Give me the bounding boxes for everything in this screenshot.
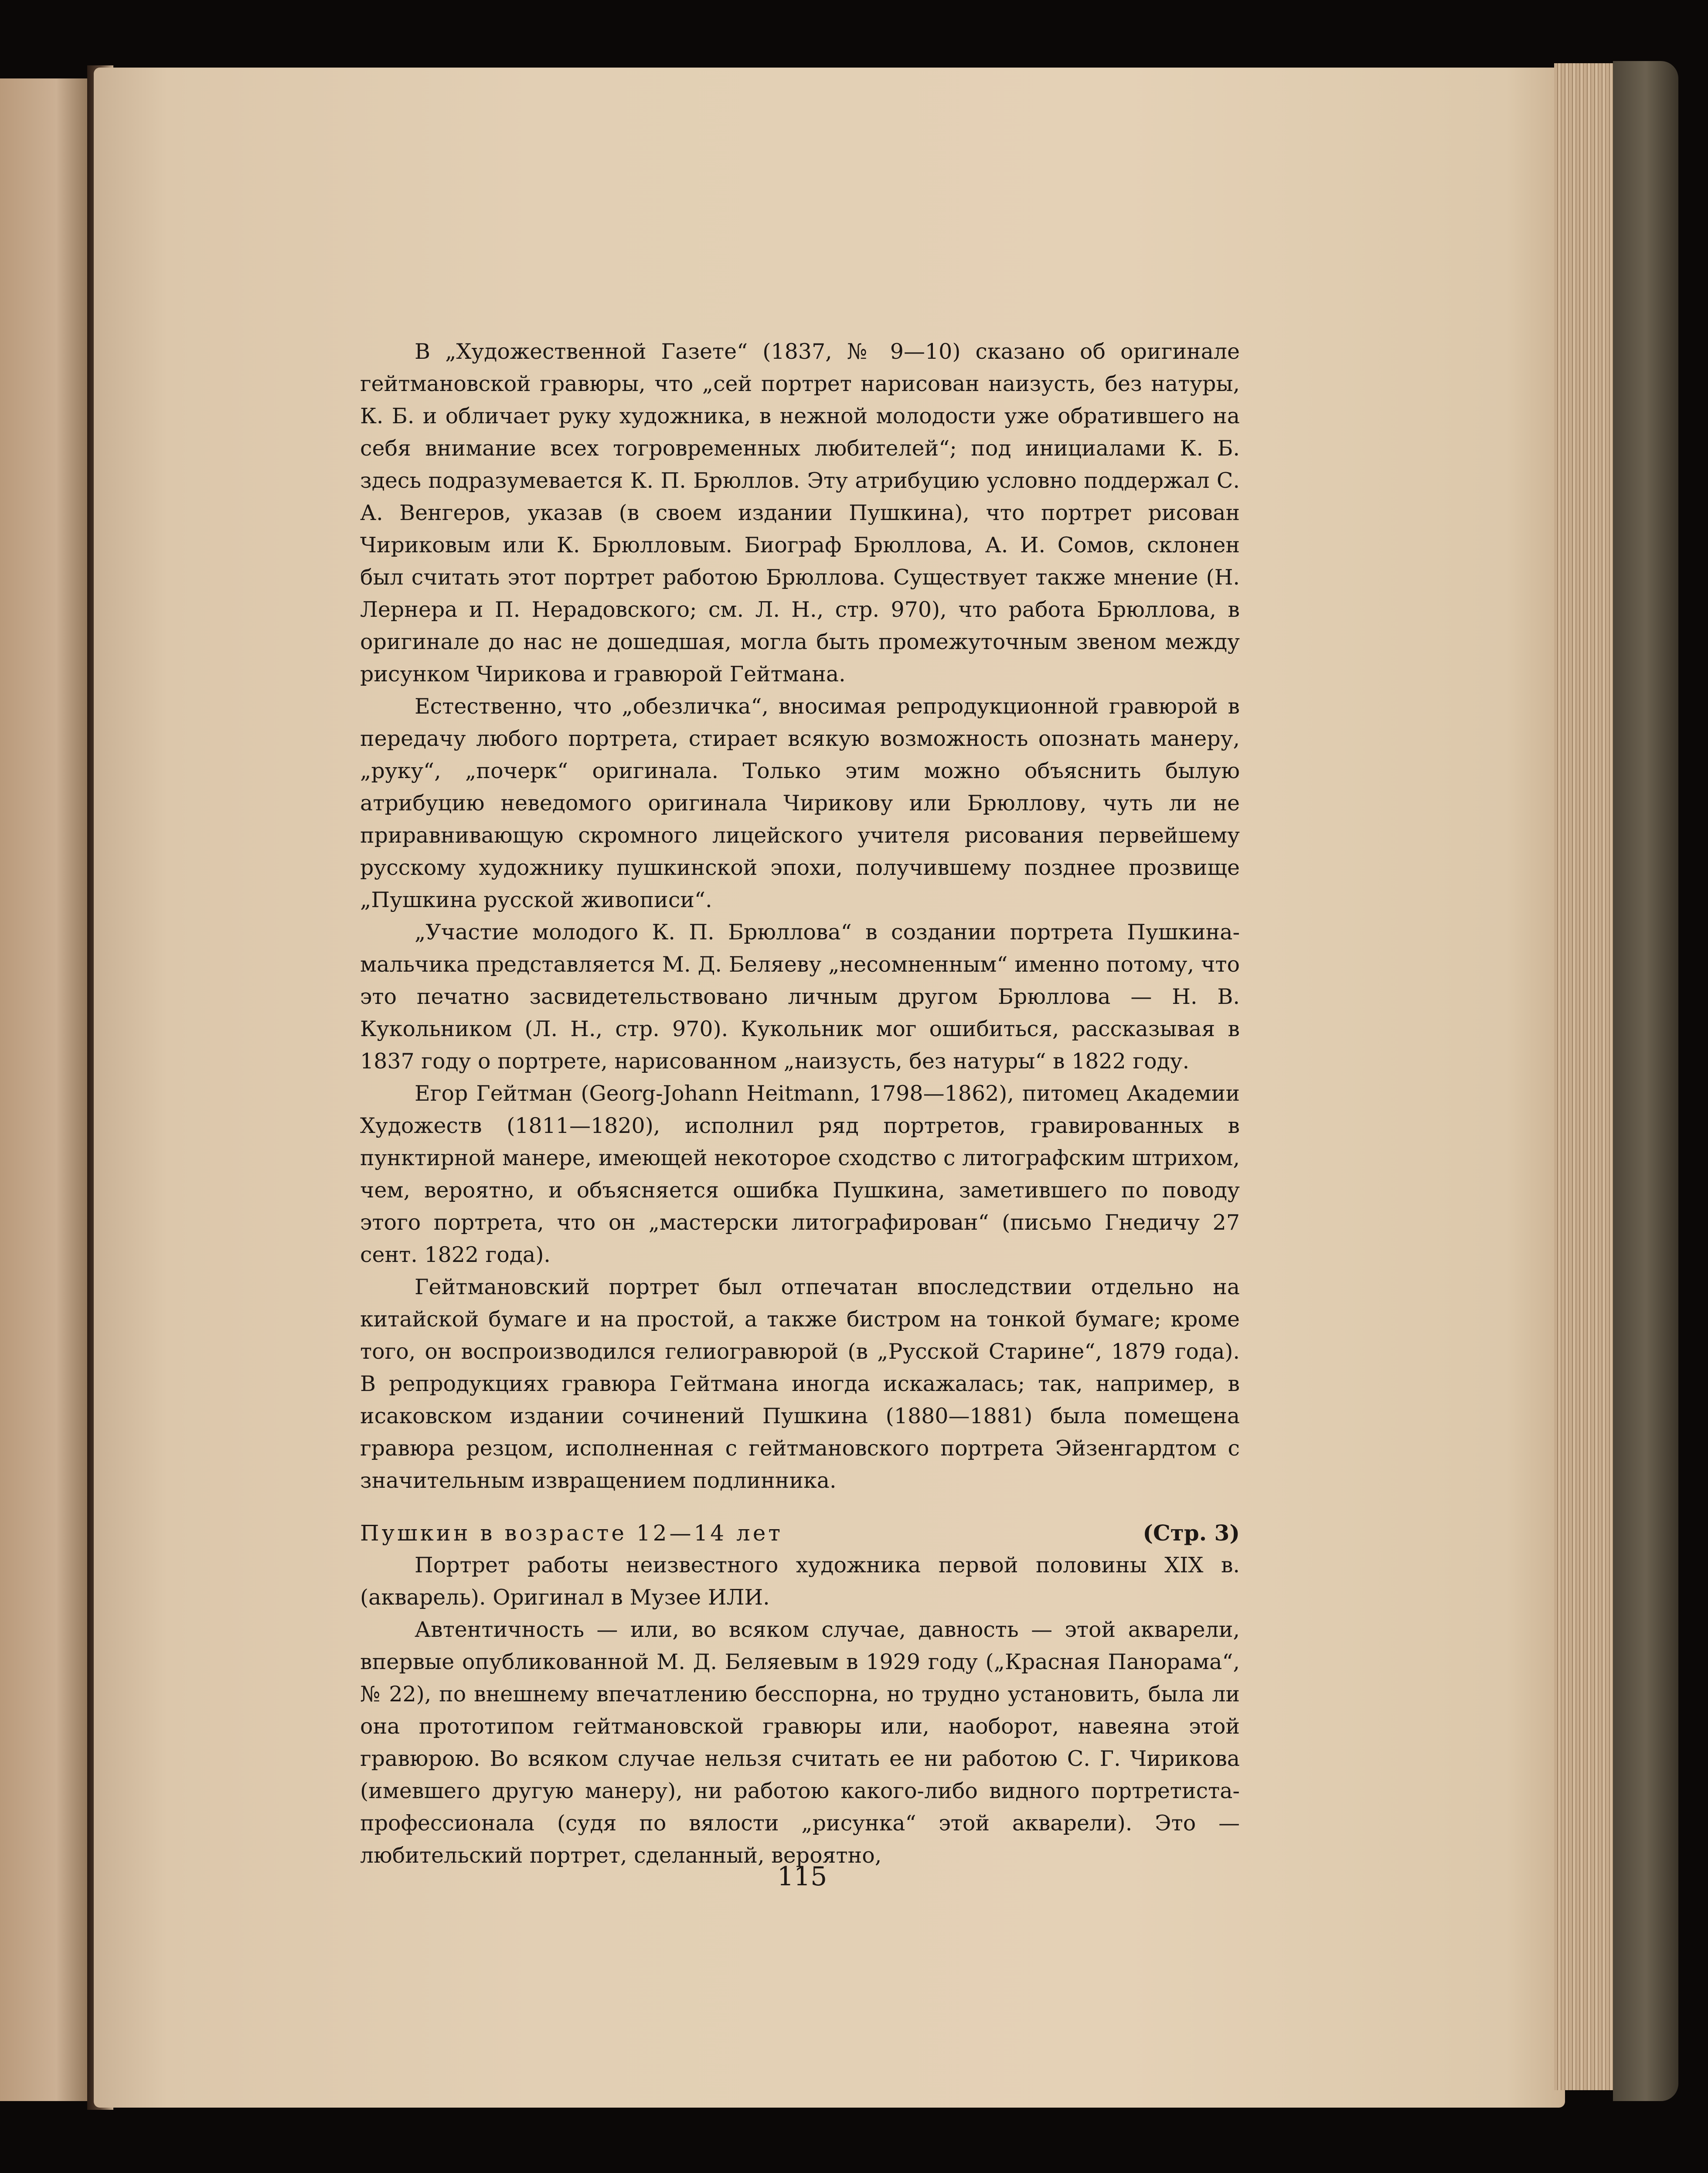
paragraph: „Участие молодого К. П. Брюллова“ в создании портрета Пушкина-мальчика представляется М. Д. Беляеву „несомненным“ именно потому, что это печатно засвидетельствовано личным другом Брюллова — Н. В. Кукольником (Л. Н., стр. 970). Кукольник мог ошибиться, рассказывая в 1837 году о портрете, нарисованном „наизусть, без натуры“ в 1822 году.: [360, 920, 1240, 1074]
paragraph: Портрет работы неизвестного художника первой половины XIX в. (акварель). Оригинал в Музее ИЛИ.: [360, 1553, 1240, 1610]
paragraph: Гейтмановский портрет был отпечатан впоследствии отдельно на китайской бумаге и на простой, а также бистром на тонкой бумаге; кроме того, он воспроизводился гелиогравюрой (в „Русской Старине“, 1879 года). В репродукциях гравюра Гейтмана иногда искажалась; так, например, в исаковском издании сочинений Пушкина (1880—1881) была помещена гравюра резцом, исполненная с гейтмановского портрета Эйзенгардтом с значительным извращением подлинника.: [360, 1275, 1240, 1493]
section-heading: [360, 1517, 1240, 1549]
paragraph: Егор Гейтман (Georg-Johann Heitmann, 1798—1862), питомец Академии Художеств (1811—1820), исполнил ряд портретов, гравированных в пунктирной манере, имеющей некоторое сходство с литографским штрихом, чем, вероятно, и объясняется ошибка Пушкина, заметившего по поводу этого портрета, что он „мастерски литографирован“ (письмо Гнедичу 27 сент. 1822 года).: [360, 1081, 1240, 1267]
paragraph: Естественно, что „обезличка“, вносимая репродукционной гравюрой в передачу любого портрета, стирает всякую возможность опознать манеру, „руку“, „почерк“ оригинала. Только этим можно объяснить былую атрибуцию неведомого оригинала Чирикову или Брюллову, чуть ли не приравнивающую скромного лицейского учителя рисования первейшему русскому художнику пушкинской эпохи, получившему позднее прозвище „Пушкина русской живописи“.: [360, 694, 1240, 912]
page-text: [360, 336, 1240, 1872]
paragraph: В „Художественной Газете“ (1837, № 9—10) сказано об оригинале гейтмановской гравюры, что „сей портрет нарисован наизусть, без натуры, К. Б. и обличает руку художника, в нежной молодости уже обратившего на себя внимание всех тогровременных любителей“; под инициалами К. Б. здесь подразумевается К. П. Брюллов. Эту атрибуцию условно поддержал С. А. Венгеров, указав (в своем издании Пушкина), что портрет рисован Чириковым или К. Брюлловым. Биограф Брюллова, А. И. Сомов, склонен был считать этот портрет работою Брюллова. Существует также мнение (Н. Лернера и П. Нерадовского; см. Л. Н., стр. 970), что работа Брюллова, в оригинале до нас не дошедшая, могла быть промежуточным звеном между рисунком Чирикова и гравюрой Гейтмана.: [360, 339, 1240, 687]
section-title: Пушкин в возрасте 12—14 лет: [360, 1520, 783, 1546]
section-page-ref: (Стр. 3): [1143, 1520, 1240, 1546]
paragraph: Автентичность — или, во всяком случае, давность — этой акварели, впервые опубликованной М. Д. Беляевым в 1929 году („Красная Панорама“, № 22), по внешнему впечатлению бесспорна, но трудно установить, была ли она прототипом гейтмановской гравюры или, наоборот, навеяна этой гравюрою. Во всяком случае нельзя считать ее ни работою С. Г. Чирикова (имевшего другую манеру), ни работою какого-либо видного портретиста-профессионала (судя по вялости „рисунка“ этой акварели). Это — любительский портрет, сделанный, вероятно,: [360, 1617, 1240, 1868]
book-cover-edge: [1613, 61, 1678, 2101]
page-number: 115: [777, 1861, 827, 1892]
